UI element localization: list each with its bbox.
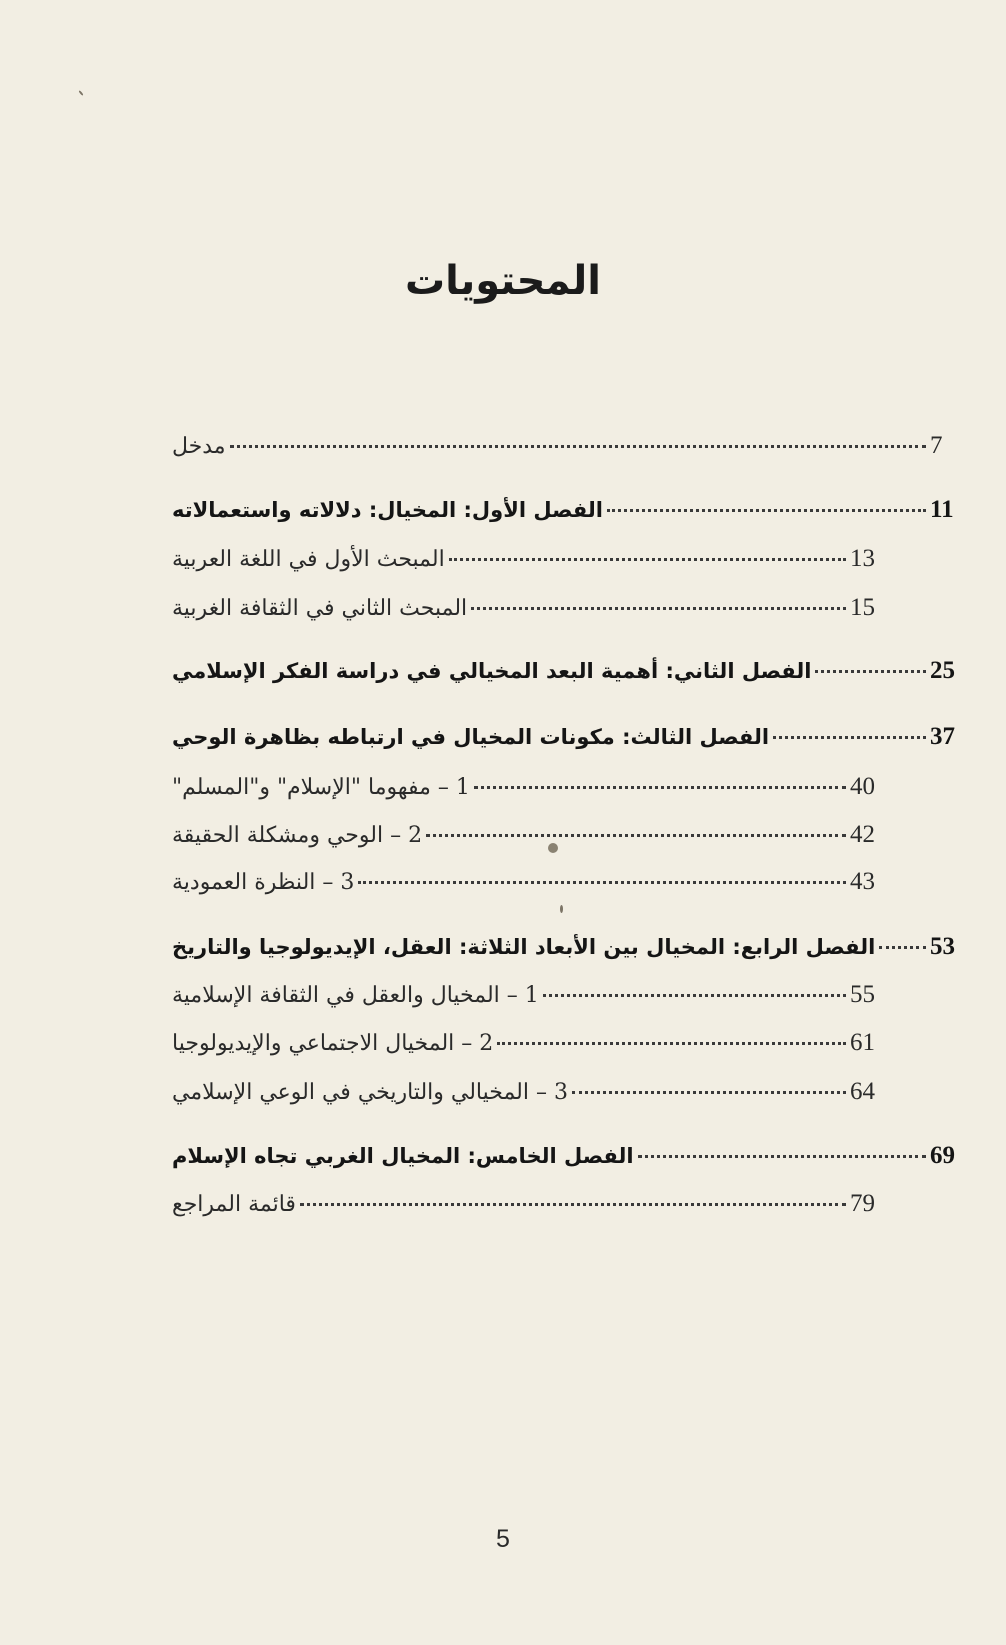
toc-entry-chapter-2 <box>168 657 960 697</box>
toc-leader-dots <box>879 946 926 949</box>
toc-leader-dots <box>638 1155 926 1158</box>
toc-entry-references <box>168 1190 880 1230</box>
toc-entry-section-3-1 <box>168 773 880 813</box>
toc-entry-page: 42 <box>850 821 875 848</box>
toc-entry-page: 25 <box>930 657 955 684</box>
toc-entry-page: 55 <box>850 981 875 1008</box>
page-number: 5 <box>496 1525 510 1553</box>
toc-entry-section-4-3 <box>168 1078 880 1118</box>
toc-leader-dots <box>474 786 846 789</box>
toc-entry-title: 3 – النظرة العمودية <box>172 870 355 895</box>
toc-entry-title: الفصل الثاني: أهمية البعد المخيالي في دراسة الفكر الإسلامي <box>172 659 812 683</box>
toc-entry-chapter-1 <box>168 496 960 536</box>
toc-entry-title: 2 – المخيال الاجتماعي والإيديولوجيا <box>172 1031 494 1056</box>
toc-entry-section-4-2 <box>168 1029 880 1069</box>
toc-entry-page: 13 <box>850 545 875 572</box>
toc-leader-dots <box>300 1203 846 1206</box>
toc-entry-title: الفصل الخامس: المخيال الغربي تجاه الإسلام <box>172 1144 634 1168</box>
toc-leader-dots <box>449 558 846 561</box>
toc-entry-title: 1 – مفهوما "الإسلام" و"المسلم" <box>172 775 470 800</box>
toc-leader-dots <box>358 881 846 884</box>
toc-entry-chapter-5 <box>168 1142 960 1182</box>
toc-entry-page: 11 <box>930 496 954 523</box>
toc-entry-title: المبحث الأول في اللغة العربية <box>172 547 445 572</box>
toc-entry-title: قائمة المراجع <box>172 1192 296 1217</box>
toc-entry-page: 69 <box>930 1142 955 1169</box>
toc-entry-page: 40 <box>850 773 875 800</box>
toc-entry-chapter-4 <box>168 933 960 973</box>
toc-entry-section-3-2 <box>168 821 880 861</box>
toc-entry-page: 43 <box>850 868 875 895</box>
toc-leader-dots <box>497 1042 846 1045</box>
toc-entry-chapter-3 <box>168 723 960 763</box>
toc-entry-title: الفصل الثالث: مكونات المخيال في ارتباطه بظاهرة الوحي <box>172 725 770 749</box>
toc-entry-introduction <box>168 432 960 472</box>
paper-speck <box>560 905 563 913</box>
toc-leader-dots <box>773 736 926 739</box>
toc-entry-page: 37 <box>930 723 955 750</box>
toc-entry-section-1-2 <box>168 594 880 634</box>
toc-entry-page: 61 <box>850 1029 875 1056</box>
toc-entry-section-3-3 <box>168 868 880 908</box>
toc-leader-dots <box>543 994 846 997</box>
page-title: المحتويات <box>404 258 601 304</box>
toc-entry-section-1-1 <box>168 545 880 585</box>
toc-entry-page: 64 <box>850 1078 875 1105</box>
toc-leader-dots <box>607 509 926 512</box>
toc-entry-page: 79 <box>850 1190 875 1217</box>
toc-leader-dots <box>426 834 846 837</box>
toc-entry-title: الفصل الرابع: المخيال بين الأبعاد الثلاثة: العقل، الإيديولوجيا والتاريخ <box>172 935 876 959</box>
toc-entry-title: الفصل الأول: المخيال: دلالاته واستعمالاته <box>172 498 603 522</box>
toc-entry-page: 15 <box>850 594 875 621</box>
toc-entry-page: 53 <box>930 933 955 960</box>
toc-entry-section-4-1 <box>168 981 880 1021</box>
toc-leader-dots <box>572 1091 846 1094</box>
toc-entry-title: 3 – المخيالي والتاريخي في الوعي الإسلامي <box>172 1080 568 1105</box>
toc-entry-title: 1 – المخيال والعقل في الثقافة الإسلامية <box>172 983 539 1008</box>
toc-leader-dots <box>471 607 846 610</box>
toc-entry-title: مدخل <box>172 434 226 459</box>
toc-entry-title: المبحث الثاني في الثقافة الغربية <box>172 596 468 621</box>
toc-leader-dots <box>230 445 926 448</box>
paper-speck <box>548 843 558 853</box>
toc-leader-dots <box>815 670 926 673</box>
toc-entry-title: 2 – الوحي ومشكلة الحقيقة <box>172 823 423 848</box>
toc-entry-page: 7 <box>930 432 943 459</box>
